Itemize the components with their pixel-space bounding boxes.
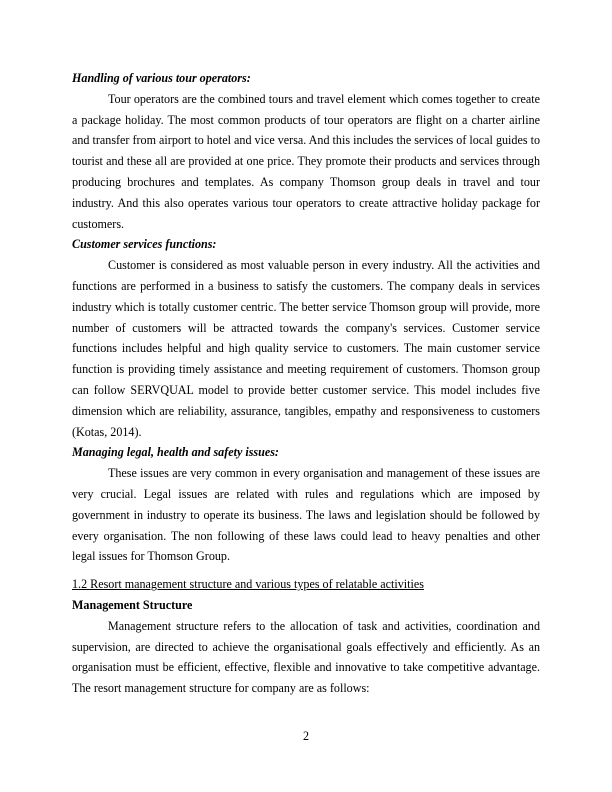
- section-heading-customer-services: Customer services functions:: [72, 237, 217, 252]
- section-heading-tour-operators: Handling of various tour operators:: [72, 71, 251, 85]
- subsection-body-management-structure: Management structure refers to the allocation of task and activities, coordination and supervision, are directed to achieve the organisational goals effectively and efficiently. As an organisation must be efficient, effective, flexible and innovative to take competitive advantage. The resort management structure for company are as follows:: [72, 618, 540, 696]
- subsection-heading-management-structure: Management Structure: [72, 597, 193, 612]
- section-body-legal-health-safety: These issues are very common in every organisation and management of these issues are very crucial. Legal issues are related with rules and regulations which are imposed by government in industry to operate its business. The laws and legislation should be followed by every organisation. The non following of these laws could lead to heavy penalties and other legal issues for Thomson Group.: [72, 466, 540, 564]
- section-body-customer-services: Customer is considered as most valuable person in every industry. All the activities and functions are performed in a business to satisfy the customers. The company deals in services industry which is totally customer centric. The better service Thomson group will provide, more number of customers will be attracted towards the company's services. Customer service functions includes helpful and high quality service to customers. The main customer service function is providing timely assistance and meeting requirement of customers. Thomson group can follow SERVQUAL model to provide better customer service. This model includes five dimension which are reliability, assurance, tangibles, empathy and responsiveness to customers (Kotas, 2014).: [72, 258, 540, 439]
- document-page: [72, 68, 540, 699]
- section-heading-legal-health-safety: Managing legal, health and safety issues:: [72, 445, 279, 460]
- section-body-tour-operators: Tour operators are the combined tours and travel element which comes together to create a package holiday. The most common products of tour operators are flight on a charter airline and transfer from airport to hotel and vice versa. And this includes the services of local guides to tourist and these all are provided at one price. They promote their products and services through producing brochures and templates. As company Thomson group deals in travel and tour industry. And this also operates various tour operators to create attractive holiday package for customers.: [72, 91, 540, 231]
- page-number: 2: [302, 729, 310, 743]
- subsection-title: 1.2 Resort management structure and various types of relatable activities: [72, 577, 424, 592]
